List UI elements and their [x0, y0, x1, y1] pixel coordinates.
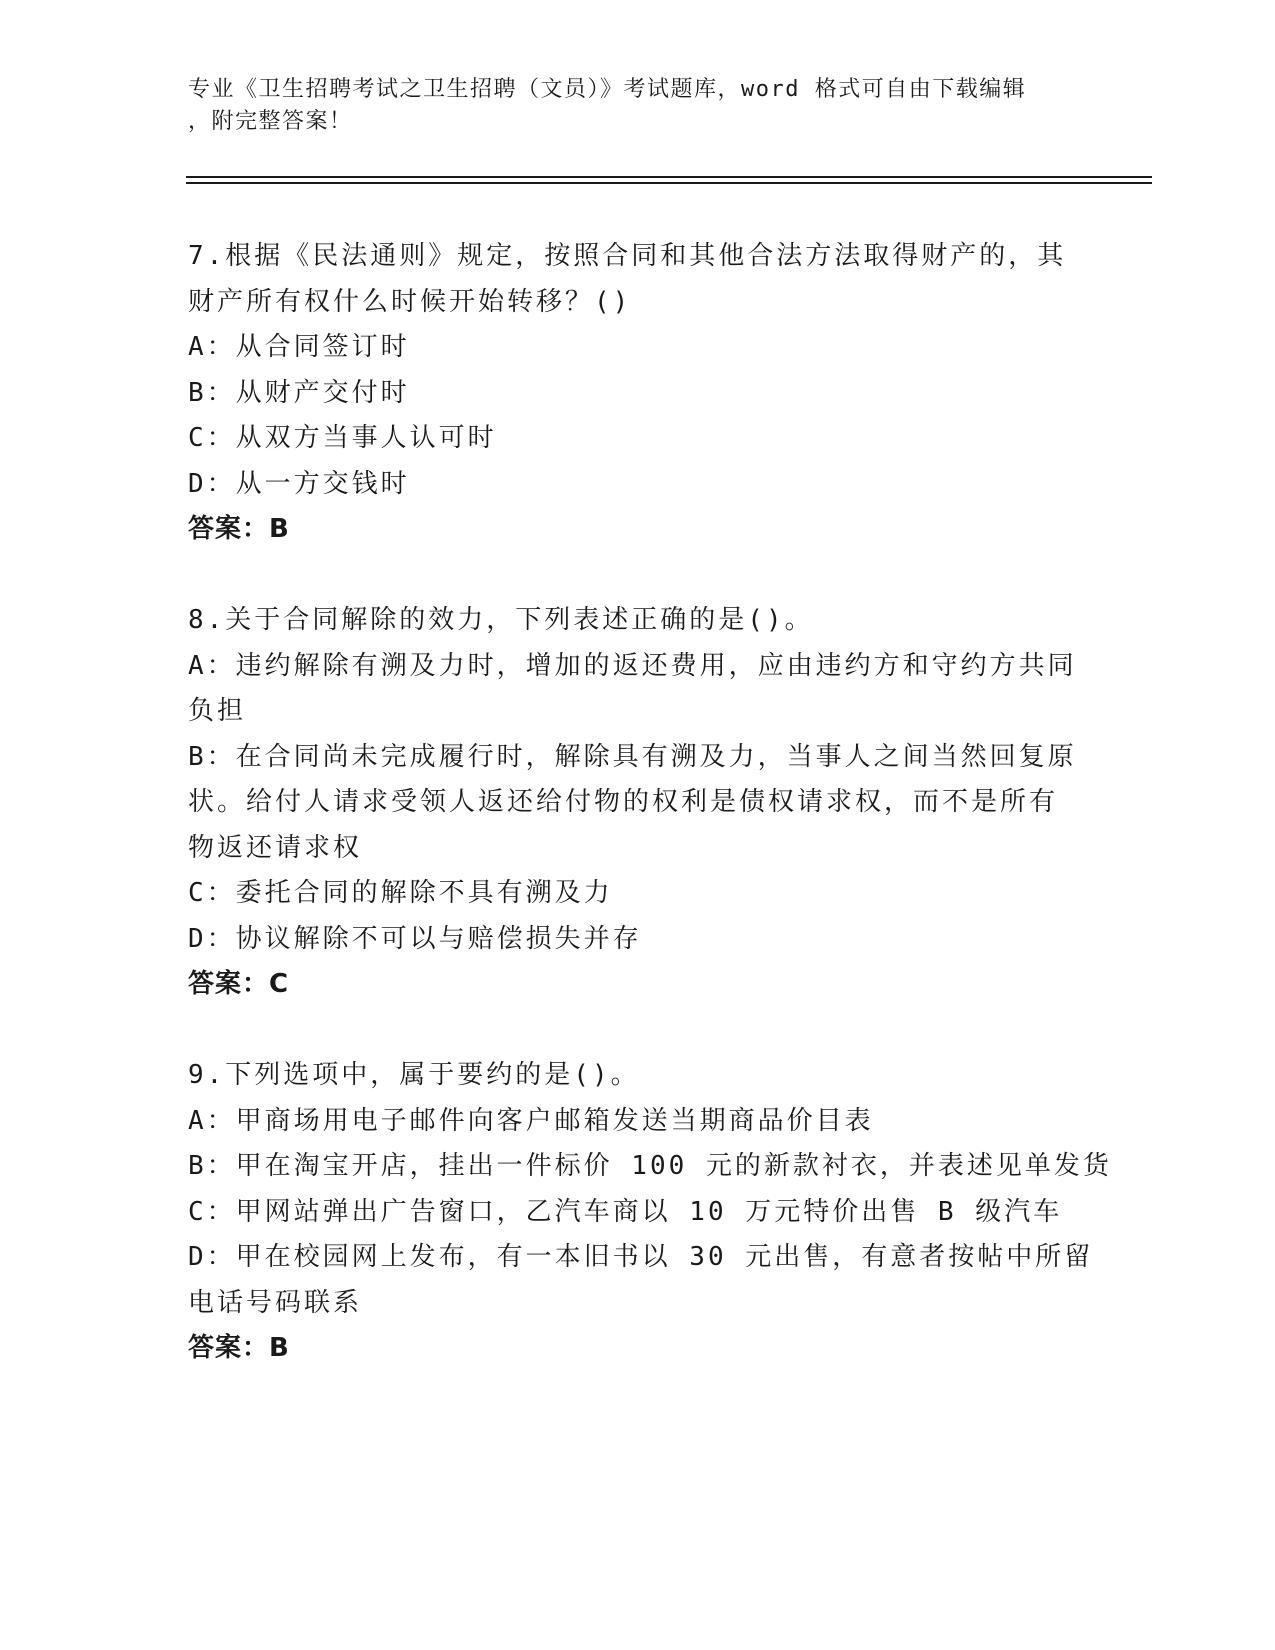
question-8: [188, 598, 1088, 1008]
question-stem: 7.根据《民法通则》规定，按照合同和其他合法方法取得财产的，其: [188, 241, 1067, 271]
answer-label: 答案：C: [188, 969, 290, 999]
option-a: A：从合同签订时: [188, 332, 410, 362]
header-divider: [186, 176, 1152, 178]
option-c: C：甲网站弹出广告窗口，乙汽车商以 10 万元特价出售 B 级汽车: [188, 1196, 1063, 1227]
option-b-continued: 物返还请求权: [188, 832, 363, 863]
question-9: [188, 1053, 1112, 1372]
question-7: [188, 234, 1088, 553]
header-text-line: 专业《卫生招聘考试之卫生招聘（文员）》考试题库，word 格式可自由下载编辑: [188, 77, 1027, 102]
answer-label: 答案：B: [188, 1333, 290, 1363]
option-a-continued: 负担: [188, 696, 247, 726]
option-d: D：协议解除不可以与赔偿损失并存: [188, 923, 642, 954]
question-stem: 8.关于合同解除的效力，下列表述正确的是()。: [188, 605, 814, 635]
header-divider: [186, 182, 1152, 184]
document-header: [188, 74, 1088, 138]
header-text-line: ，附完整答案！: [188, 109, 353, 134]
option-b: B：甲在淘宝开店，挂出一件标价 100 元的新款衬衣，并表述见单发货: [188, 1151, 1112, 1181]
question-stem: 9.下列选项中，属于要约的是()。: [188, 1060, 640, 1090]
option-b: B：从财产交付时: [188, 377, 410, 408]
answer-label: 答案：B: [188, 514, 290, 544]
option-a: A：违约解除有溯及力时，增加的返还费用，应由违约方和守约方共同: [188, 650, 1077, 681]
option-b: B：在合同尚未完成履行时，解除具有溯及力，当事人之间当然回复原: [188, 741, 1077, 772]
option-c: C：委托合同的解除不具有溯及力: [188, 878, 613, 908]
question-stem: 财产所有权什么时候开始转移？(): [188, 286, 632, 317]
option-d: D：从一方交钱时: [188, 468, 410, 499]
option-d-continued: 电话号码联系: [188, 1287, 363, 1318]
option-d: D：甲在校园网上发布，有一本旧书以 30 元出售，有意者按帖中所留: [188, 1242, 1094, 1272]
option-c: C：从双方当事人认可时: [188, 423, 497, 453]
option-a: A：甲商场用电子邮件向客户邮箱发送当期商品价目表: [188, 1105, 874, 1136]
option-b-continued: 状。给付人请求受领人返还给付物的权利是债权请求权，而不是所有: [188, 787, 1059, 817]
